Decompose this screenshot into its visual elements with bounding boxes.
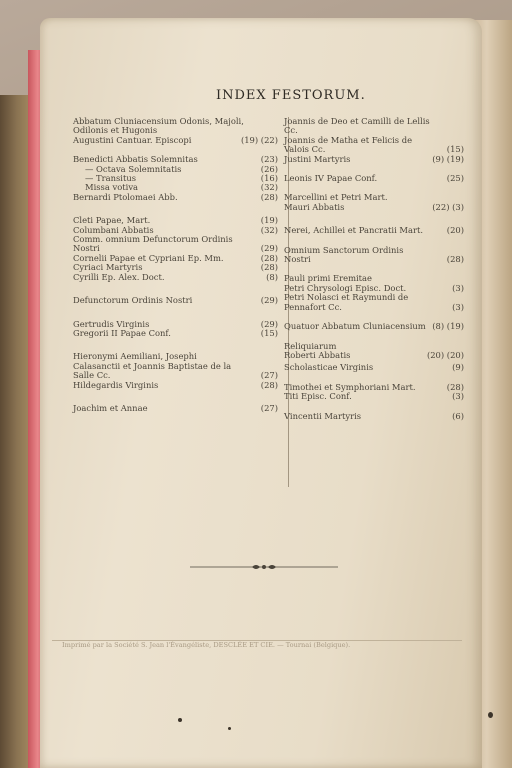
index-entry — [73, 381, 278, 390]
entry-text: Hildegardis Virginis — [73, 379, 159, 390]
entry-number: (32) — [260, 224, 278, 235]
entry-text: Cyrilli Ep. Alex. Doct. — [73, 271, 165, 282]
entry-text: Bernardi Ptolomaei Abb. — [73, 191, 178, 202]
entry-number: (29) — [260, 243, 278, 254]
entry-text: Gregorii II Papae Conf. — [73, 327, 171, 338]
entry-text: Cyriaci Martyris — [73, 262, 143, 273]
entry-text: Marcellini et Petri Mart. — [284, 192, 388, 203]
entry-text: — Transitus — [85, 173, 137, 184]
entry-text: Quatuor Abbatum Cluniacensium — [284, 321, 426, 332]
entry-number: (27) — [260, 402, 278, 413]
index-entry — [284, 363, 464, 372]
ornament-rule — [190, 562, 338, 572]
entry-number: (8) — [266, 271, 278, 282]
entry-number: (3) — [452, 301, 464, 312]
entry-text: — Octava Solemnitatis — [85, 163, 182, 174]
entry-number: (20) — [446, 225, 464, 236]
entry-number: (16) — [260, 173, 278, 184]
entry-number: (28) — [260, 379, 278, 390]
entry-text: Titi Episc. Conf. — [284, 391, 352, 402]
entry-text: Vincentii Martyris — [284, 410, 362, 421]
page-spot — [228, 727, 231, 730]
entry-number: (19) (22) — [240, 134, 278, 145]
index-entry — [73, 273, 278, 282]
index-entry — [73, 329, 278, 338]
entry-number: (19) — [260, 215, 278, 226]
entry-number: (28) — [260, 262, 278, 273]
index-entry — [73, 193, 278, 202]
entry-text: Columbani Abbatis — [73, 224, 154, 235]
entry-text: Reliquiarum — [284, 340, 337, 351]
page-spot — [488, 712, 493, 718]
index-entry — [284, 351, 464, 360]
entry-text: Missa votiva — [85, 182, 139, 193]
entry-text: Joannis de Deo et Camilli de Lellis Cc. — [284, 116, 430, 136]
entry-text: Leonis IV Papae Conf. — [284, 173, 378, 184]
entry-text: Abbatum Cluniacensium Odonis, Majoli, Odilonis et Hugonis — [73, 116, 244, 136]
page-title: INDEX FESTORUM. — [216, 88, 366, 103]
entry-text: Nerei, Achillei et Pancratii Mart. — [284, 225, 424, 236]
entry-text: Cornelii Papae et Cypriani Ep. Mm. — [73, 252, 224, 263]
index-entry — [73, 352, 278, 380]
index-entry — [284, 174, 464, 183]
entry-text: Defunctorum Ordinis Nostri — [73, 295, 193, 306]
entry-text: Joannis de Matha et Felicis de Valois Cc. — [284, 134, 413, 155]
entry-number: (28) — [446, 381, 464, 392]
entry-number: (9) (19) — [432, 153, 464, 164]
index-entry — [73, 296, 278, 305]
entry-number: (29) — [260, 318, 278, 329]
printer-imprint: Imprimé par la Société S. Jean l'Évangéliste, DESCLÉE ET CIE. — Tournai (Belgique). — [62, 641, 351, 649]
index-entry — [73, 404, 278, 413]
index-entry — [284, 412, 464, 421]
entry-text: Petri Chrysologi Episc. Doct. — [284, 282, 407, 293]
entry-number: (25) — [446, 173, 464, 184]
entry-text: Gertrudis Virginis — [73, 318, 150, 329]
entry-text: Comm. omnium Defunctorum Ordinis Nostri — [73, 234, 233, 254]
entry-text: Hieronymi Aemiliani, Josephi Calasanctii et Joannis Baptistae de la Salle Cc. — [73, 351, 232, 381]
entry-number: (28) — [446, 254, 464, 265]
entry-number: (3) — [452, 282, 464, 293]
entry-number: (3) — [452, 391, 464, 402]
index-entry — [284, 246, 464, 265]
entry-text: Justini Martyris — [284, 153, 351, 164]
index-entry — [284, 203, 464, 212]
entry-number: (22) (3) — [432, 201, 464, 212]
entry-number: (15) — [260, 327, 278, 338]
entry-text: Benedicti Abbatis Solemnitas — [73, 154, 198, 165]
index-entry — [284, 293, 464, 312]
entry-number: (28) — [260, 252, 278, 263]
entry-number: (29) — [260, 295, 278, 306]
index-entry — [284, 392, 464, 401]
index-entry — [73, 136, 278, 145]
entry-number: (6) — [452, 410, 464, 421]
index-entry — [284, 155, 464, 164]
entry-text: Pauli primi Eremitae — [284, 273, 372, 284]
entry-text: Augustini Cantuar. Episcopi — [73, 134, 192, 145]
entry-text: Mauri Abbatis — [284, 201, 345, 212]
right-column — [284, 117, 464, 421]
index-entry — [284, 322, 464, 331]
index-entry — [284, 117, 464, 136]
entry-number: (15) — [446, 144, 464, 155]
entry-text: Omnium Sanctorum Ordinis Nostri — [284, 244, 404, 265]
entry-number: (9) — [452, 362, 464, 373]
index-entry — [73, 117, 278, 136]
entry-number: (26) — [260, 163, 278, 174]
entry-number: (28) — [260, 191, 278, 202]
entry-text: Cleti Papae, Mart. — [73, 215, 151, 226]
entry-text: Timothei et Symphoriani Mart. — [284, 381, 416, 392]
entry-number: (8) (19) — [432, 321, 464, 332]
entry-text: Joachim et Annae — [73, 402, 148, 413]
entry-text: Roberti Abbatis — [284, 349, 351, 360]
entry-number: (20) (20) — [426, 349, 464, 360]
entry-text: Scholasticae Virginis — [284, 362, 374, 373]
page-spot — [178, 718, 182, 722]
index-entry — [284, 136, 464, 155]
entry-number: (32) — [260, 182, 278, 193]
entry-text: Petri Nolasci et Raymundi de Pennafort Cc. — [284, 292, 409, 312]
entry-number: (27) — [260, 370, 278, 381]
left-column — [73, 117, 278, 413]
entry-number: (23) — [260, 154, 278, 165]
index-entry — [284, 226, 464, 235]
index-entry — [73, 235, 278, 254]
